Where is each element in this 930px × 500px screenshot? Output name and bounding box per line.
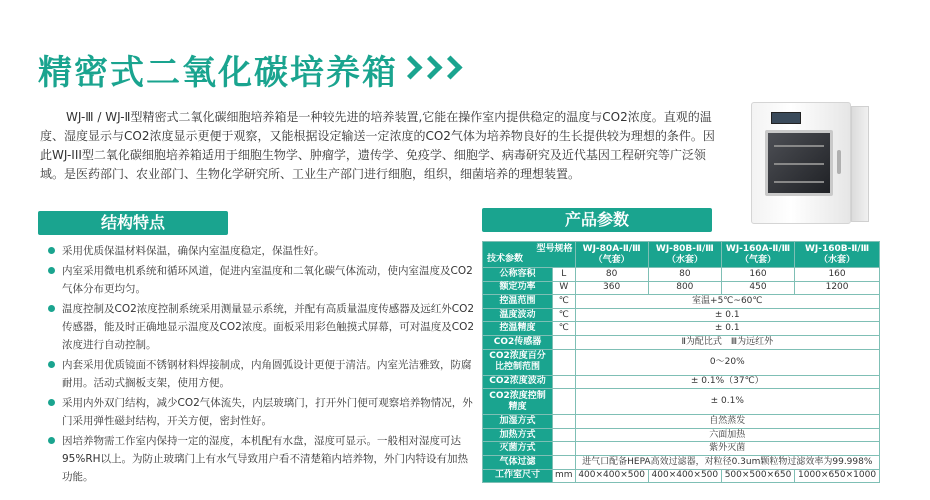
list-item: 因培养物需工作室内保持一定的湿度，本机配有水盘，湿度可显示。一般相对湿度可达95%RH以上。为防止玻璃门上有水气导致用户看不清楚箱内培养物，外门内特设有加热功能。 <box>38 432 478 486</box>
row-label: 加热方式 <box>483 428 553 442</box>
row-label: 公称容积 <box>483 268 553 282</box>
chevron-right-icon <box>422 57 440 79</box>
list-item: 采用优质保温材料保温，确保内室温度稳定，保温性好。 <box>38 242 478 260</box>
table-cell: ± 0.1% <box>575 389 879 415</box>
table-row <box>483 322 880 336</box>
table-row <box>483 335 880 349</box>
bullet-icon <box>48 399 55 406</box>
spec-table <box>482 241 880 483</box>
spec-heading: 产品参数 <box>482 208 712 232</box>
table-header-row <box>483 242 880 268</box>
row-unit: L <box>553 268 576 282</box>
list-item: 内套采用优质镜面不锈钢材料焊接制成，内角圆弧设计更便于清洁。内室光洁雅致，防腐耐用。活动式搁板支架，使用方便。 <box>38 356 478 392</box>
table-row <box>483 442 880 456</box>
feature-list <box>38 242 478 488</box>
table-cell: 400×400×500 <box>575 469 648 483</box>
model-header: WJ-160A-Ⅱ/Ⅲ （气套） <box>721 242 794 268</box>
row-label: CO2浓度百分比控制范围 <box>483 349 553 375</box>
bullet-icon <box>48 267 55 274</box>
display-panel-icon <box>771 112 801 124</box>
row-label: 加湿方式 <box>483 415 553 429</box>
table-row <box>483 375 880 389</box>
table-cell: 80 <box>575 268 648 282</box>
model-header: WJ-160B-Ⅱ/Ⅲ （水套） <box>795 242 880 268</box>
row-unit <box>553 455 576 469</box>
table-cell: 400×400×500 <box>648 469 721 483</box>
features-heading: 结构特点 <box>38 211 228 235</box>
table-cell: 室温+5℃~60℃ <box>575 295 879 309</box>
row-unit: ℃ <box>553 295 576 309</box>
table-cell: Ⅱ为配比式 Ⅲ为远红外 <box>575 335 879 349</box>
row-label: 额定功率 <box>483 281 553 295</box>
table-cell: 六面加热 <box>575 428 879 442</box>
row-label: 工作室尺寸 <box>483 469 553 483</box>
glass-door-icon <box>765 130 833 196</box>
table-row <box>483 389 880 415</box>
table-cell: 1000×650×1000 <box>795 469 880 483</box>
table-row <box>483 308 880 322</box>
bullet-icon <box>48 437 55 444</box>
table-cell: 500×500×650 <box>721 469 794 483</box>
intro-paragraph: WJ-Ⅲ / WJ-Ⅱ型精密式二氧化碳细胞培养箱是一种较先进的培养装置,它能在操作室内提供稳定的温度与CO2浓度。直观的温度、湿度显示与CO2浓度显示更便于观察，又能根据设定输送一定浓度的CO2气体为培养物良好的生长提供较为理想的条件。因此WJ-III型二氧化碳细胞培养箱适用于细胞生物学、肿瘤学，遗传学、免疫学、细胞学、病毒研究及近代基因工程研究等广泛领域。是医药部门、农业部门、生物化学研究所、工业生产部门进行细胞，组织，细菌培养的理想装置。 <box>40 110 715 181</box>
chevron-right-icon <box>442 57 460 79</box>
row-label: CO2浓度波动 <box>483 375 553 389</box>
table-cell: 1200 <box>795 281 880 295</box>
bullet-icon <box>48 305 55 312</box>
row-unit <box>553 428 576 442</box>
table-row <box>483 415 880 429</box>
table-cell: ± 0.1 <box>575 308 879 322</box>
table-corner: 型号规格 技术参数 <box>483 242 576 268</box>
table-row <box>483 268 880 282</box>
arrow-decoration <box>402 57 460 79</box>
row-unit <box>553 375 576 389</box>
table-cell: 800 <box>648 281 721 295</box>
row-unit <box>553 442 576 456</box>
row-unit: W <box>553 281 576 295</box>
table-cell: 80 <box>648 268 721 282</box>
row-unit <box>553 415 576 429</box>
row-unit <box>553 335 576 349</box>
table-cell: 360 <box>575 281 648 295</box>
table-cell: 160 <box>721 268 794 282</box>
row-label: 气体过滤 <box>483 455 553 469</box>
list-item: 温度控制及CO2浓度控制系统采用测量显示系统，并配有高质量温度传感器及远红外CO2传感器，能及时正确地显示温度及CO2浓度。面板采用彩色触摸式屏幕，可对温度及CO2浓度进行自动控制。 <box>38 300 478 354</box>
row-label: 控温精度 <box>483 322 553 336</box>
row-unit: mm <box>553 469 576 483</box>
table-row <box>483 295 880 309</box>
table-row <box>483 281 880 295</box>
table-row <box>483 428 880 442</box>
table-cell: 0～20% <box>575 349 879 375</box>
row-label: 灭菌方式 <box>483 442 553 456</box>
model-header: WJ-80A-Ⅱ/Ⅲ （气套） <box>575 242 648 268</box>
row-unit: ℃ <box>553 308 576 322</box>
bullet-icon <box>48 361 55 368</box>
table-cell: 160 <box>795 268 880 282</box>
row-label: 温度波动 <box>483 308 553 322</box>
table-cell: 450 <box>721 281 794 295</box>
table-row <box>483 469 880 483</box>
model-header: WJ-80B-Ⅱ/Ⅲ （水套） <box>648 242 721 268</box>
incubator-product-image <box>745 98 875 228</box>
table-cell: 自然蒸发 <box>575 415 879 429</box>
row-label: 控温范围 <box>483 295 553 309</box>
table-cell: 紫外灭菌 <box>575 442 879 456</box>
table-row <box>483 455 880 469</box>
table-cell: ± 0.1%（37℃） <box>575 375 879 389</box>
chevron-right-icon <box>402 57 420 79</box>
list-item: 采用内外双门结构，减少CO2气体流失，内层玻璃门，打开外门便可观察培养物情况，外门采用弹性磁封结构，开关方便，密封性好。 <box>38 394 478 430</box>
bullet-icon <box>48 247 55 254</box>
list-item: 内室采用微电机系统和循环风道，促进内室温度和二氧化碳气体流动，使内室温度及CO2气体分布更均匀。 <box>38 262 478 298</box>
page-title: 精密式二氧化碳培养箱 <box>38 53 398 93</box>
row-unit <box>553 349 576 375</box>
table-cell: ± 0.1 <box>575 322 879 336</box>
row-unit: ℃ <box>553 322 576 336</box>
row-label: CO2传感器 <box>483 335 553 349</box>
table-cell: 进气口配备HEPA高效过滤器，对粒径0.3um颗粒物过滤效率为99.998% <box>575 455 879 469</box>
row-unit <box>553 389 576 415</box>
table-row <box>483 349 880 375</box>
row-label: CO2浓度控制精度 <box>483 389 553 415</box>
